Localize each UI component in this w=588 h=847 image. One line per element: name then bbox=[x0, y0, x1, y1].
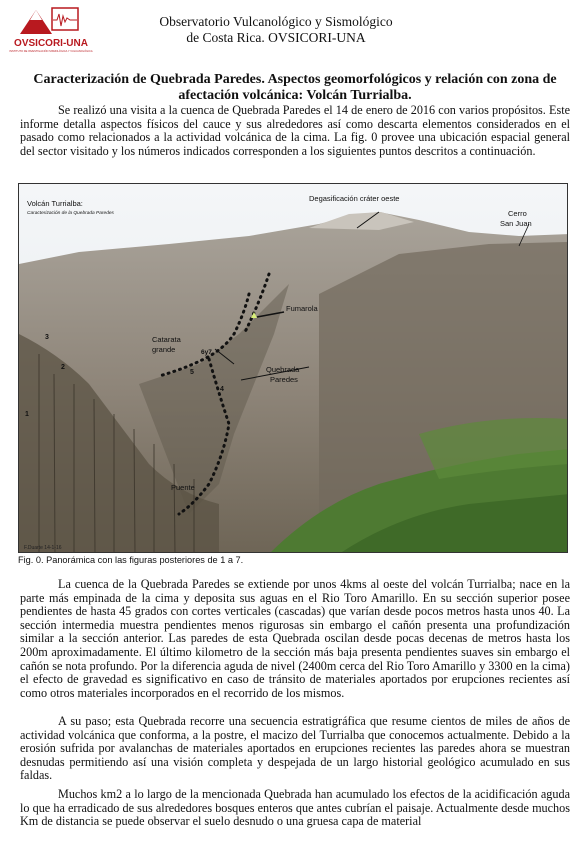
label-quebrada: Quebrada bbox=[266, 365, 300, 374]
ovsicori-logo bbox=[6, 4, 96, 56]
report-title: Caracterización de Quebrada Paredes. Aspectos geomorfológicos y relación con zona de afectación volcánica: Volcán Turrialba. bbox=[33, 72, 557, 103]
institution-line-2: de Costa Rica. OVSICORI-UNA bbox=[186, 30, 366, 45]
label-paredes: Paredes bbox=[270, 375, 298, 384]
label-puente: Puente bbox=[171, 483, 195, 492]
label-cerro: Cerro bbox=[508, 209, 527, 218]
logo-text: OVSICORI-UNA bbox=[14, 38, 88, 49]
body-paragraph-1: La cuenca de la Quebrada Paredes se extiende por unos 4kms al oeste del volcán Turrialba; nace en la parte más empinada de la cima y deposita sus aguas en el Rio Toro Amarillo. En su sección superior posee pendientes de hasta 45 grados con cortes verticales (cascadas) que varían desde pocos metros hasta unos 40. La sección intermedia muestra pendientes menos rigurosas sin embargo el cañón presenta una profundización similar a la sección anterior. Las paredes de esta Quebrada oscilan desde pocas decenas de metros hasta los 200m aproximadamente. El último kilometro de la sección más baja presenta pendientes suaves sin embargo el cañón se nota profundo. Por la diferencia aguda de nivel (2400m cerca del Rio Toro Amarillo y 3300 en la cima) el efecto de gravedad es significativo en caso de tránsito de materiales aportados por erupciones recientes así como otros materiales incorporados en el recorrido de los mismos. bbox=[20, 577, 570, 700]
inset-title: Volcán Turrialba: bbox=[27, 199, 83, 208]
body-paragraph-2: A su paso; esta Quebrada recorre una secuencia estratigráfica que resume cientos de miles de años de actividad volcánica que conforma, a la postre, el macizo del Turrialba que conocemos actualmente. Debido a la erosión sufrida por avalanchas de materiales aportados en erupciones recientes las paredes ahora se muestran desnudas permitiendo así una visión completa y despejada de un largo historial geológico acumulado en sus faldas. bbox=[20, 714, 570, 783]
label-fumarola: Fumarola bbox=[286, 304, 318, 313]
point-3: 3 bbox=[45, 334, 49, 341]
point-1: 1 bbox=[25, 411, 29, 418]
panoramic-figure bbox=[18, 183, 568, 553]
figure-caption: Fig. 0. Panorámica con las figuras posteriores de 1 a 7. bbox=[18, 555, 244, 565]
intro-paragraph: Se realizó una visita a la cuenca de Quebrada Paredes el 14 de enero de 2016 con varios propósitos. Este informe detalla aspectos físicos del cauce y sus alrededores así como descarta elementos considerados en el pasado como relacionados a la actividad volcánica de la cima. La fig. 0 provee una ubicación espacial general del sector visitado y los números indicados corresponden a los siguientes puntos descritos a continuación. bbox=[20, 103, 570, 158]
label-san-juan: San Juan bbox=[500, 219, 532, 228]
inset-subtitle: Caracterización de la Quebrada Paredes bbox=[27, 211, 114, 216]
point-2: 2 bbox=[61, 364, 65, 371]
point-5: 5 bbox=[190, 369, 194, 376]
institution-header bbox=[126, 14, 426, 46]
label-catarata: Catarata bbox=[152, 335, 181, 344]
point-4: 4 bbox=[220, 386, 224, 393]
logo-subtext: INSTITUTO DE INVESTIGACIÓN SISMOLÓGICA Y VULCANOLÓGICA bbox=[9, 50, 93, 53]
point-6y7: 6y7 bbox=[201, 349, 212, 356]
body-paragraph-3: Muchos km2 a lo largo de la mencionada Quebrada han acumulado los efectos de la acidificación aguda lo que ha erradicado de sus alrededores bosques enteros que antes cubrían el paisaje. Actualmente desde muchos Km de distancia se puede observar el suelo desnudo o una gruesa capa de material bbox=[20, 787, 570, 829]
institution-line-1: Observatorio Vulcanológico y Sismológico bbox=[159, 14, 393, 29]
photo-credit: F.Duarte 14-1-16 bbox=[24, 545, 62, 551]
label-grande: grande bbox=[152, 345, 176, 354]
label-degasification: Degasificación cráter oeste bbox=[309, 194, 400, 203]
